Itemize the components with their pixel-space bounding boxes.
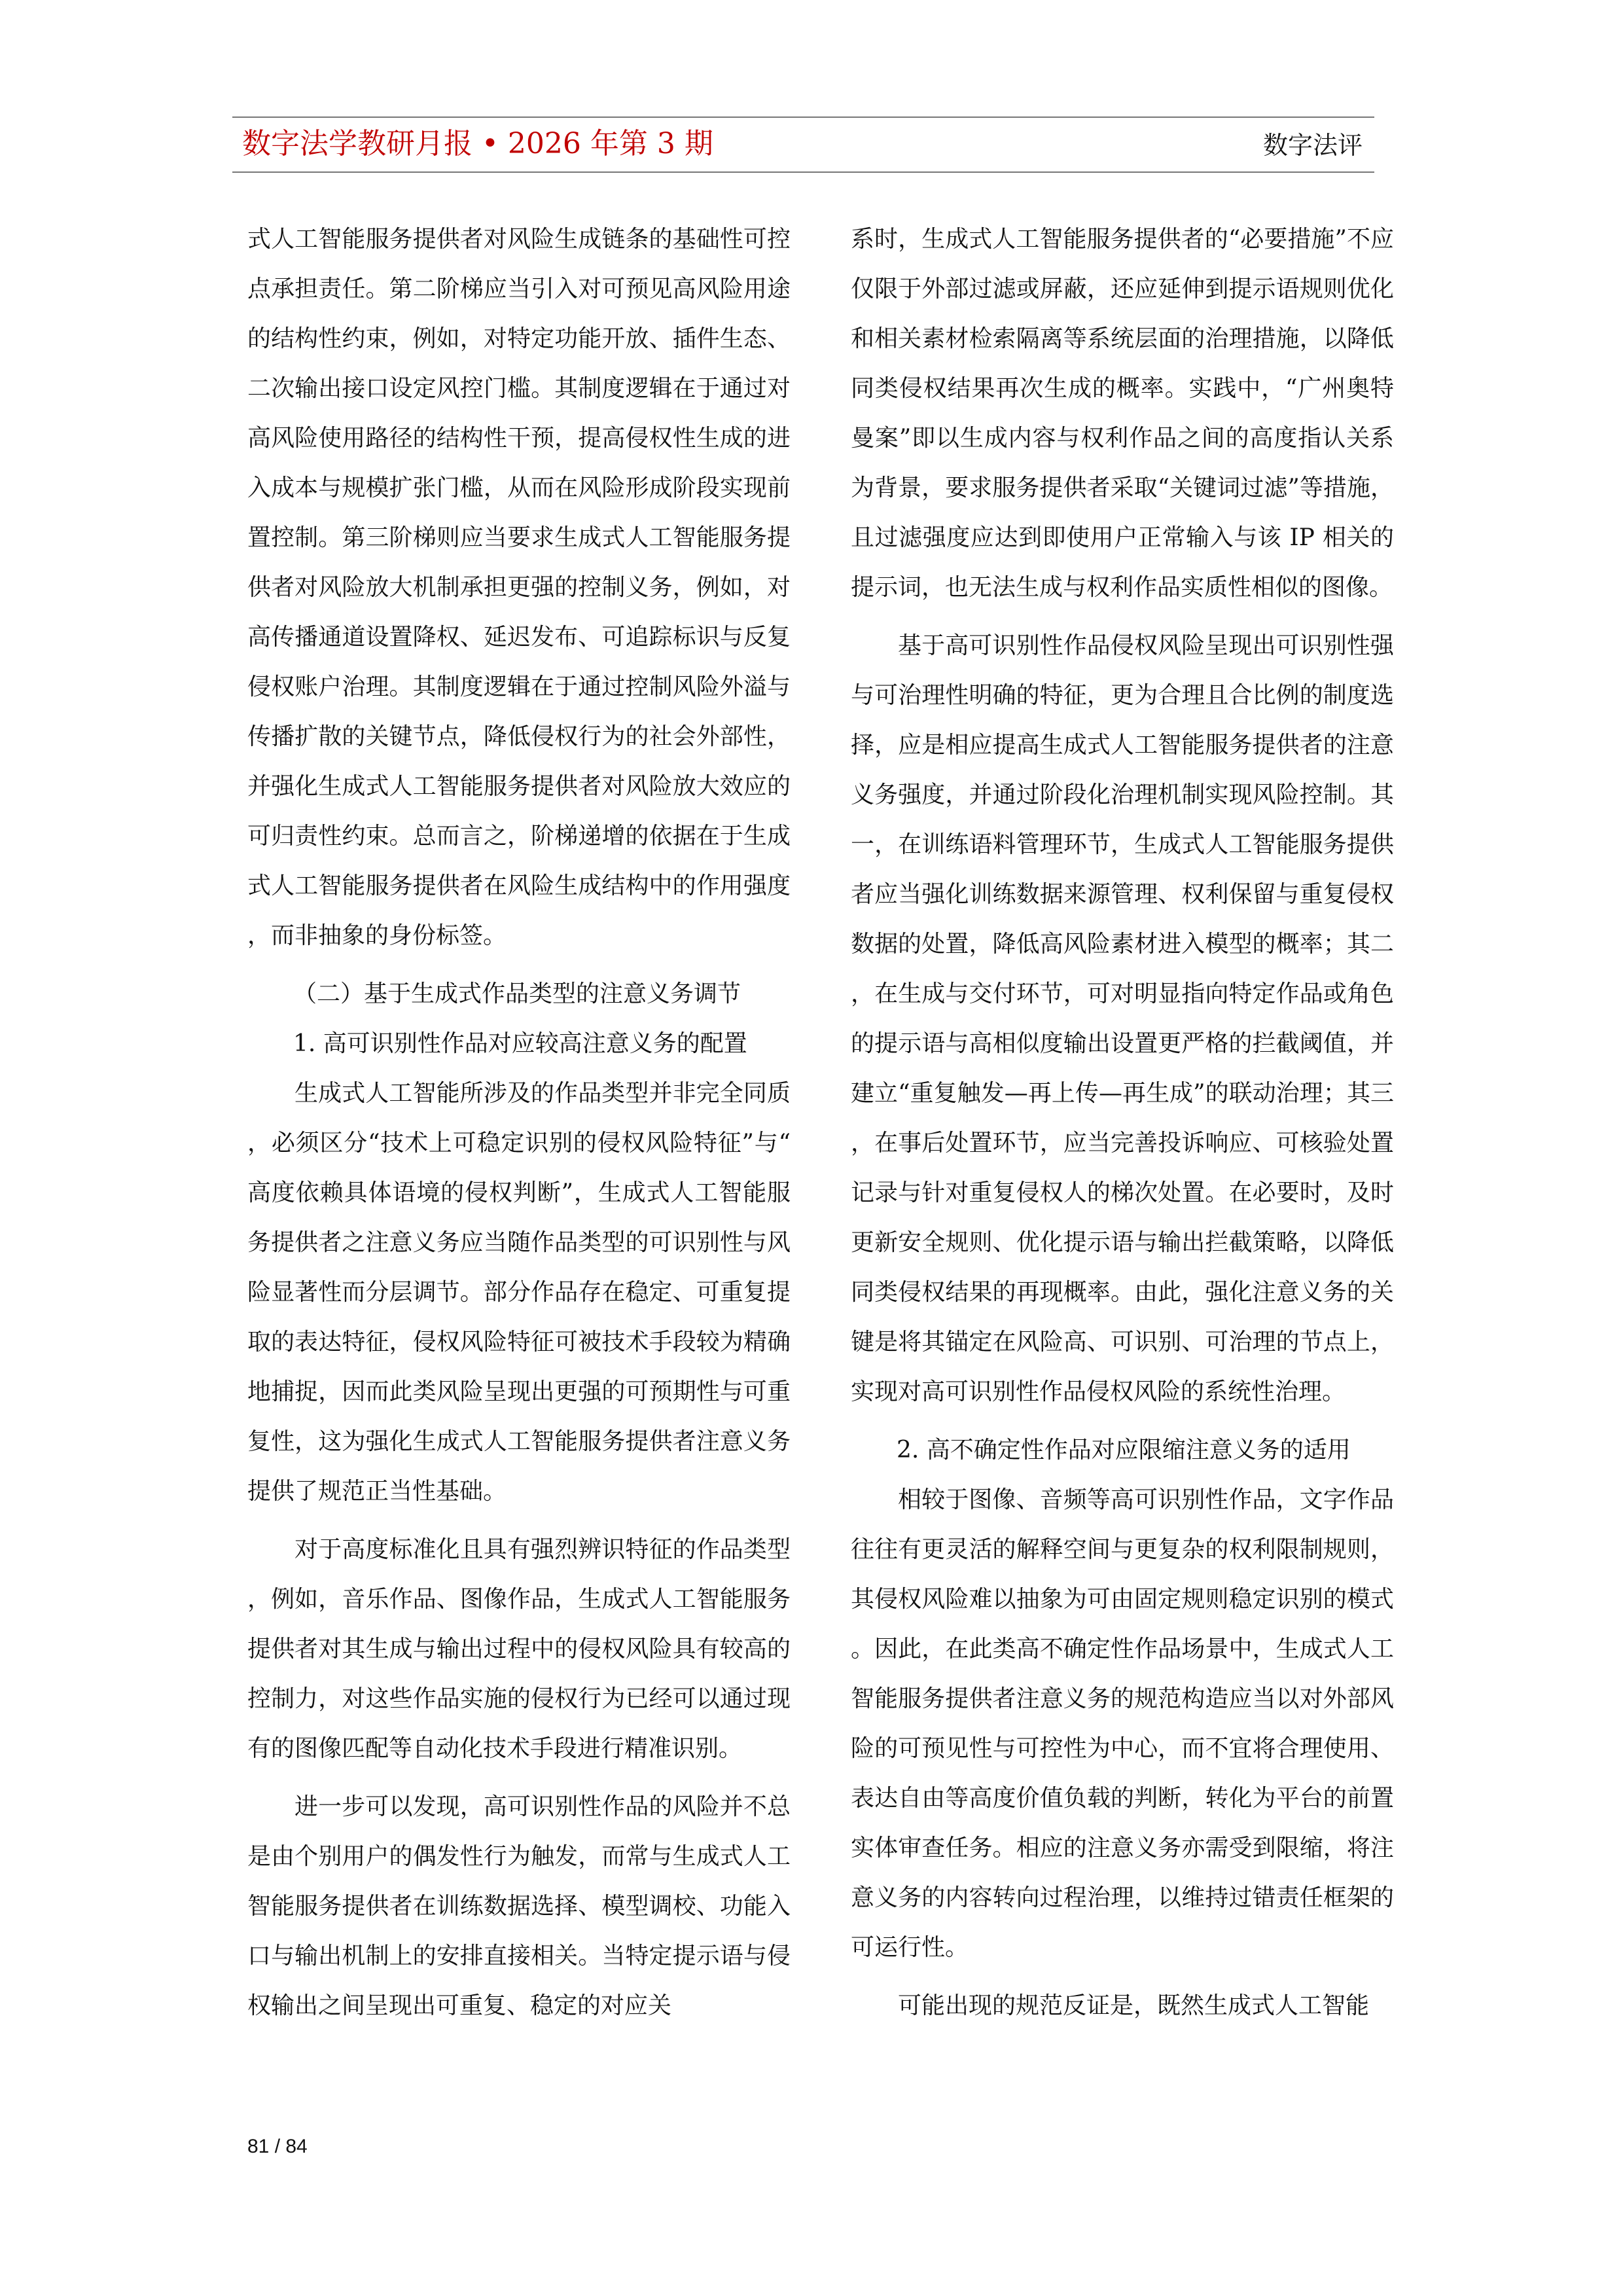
journal-title: 数字法学教研月报 • 2026 年第 3 期 [242, 127, 713, 160]
paragraph: 生成式人工智能所涉及的作品类型并非完全同质，必须区分“技术上可稳定识别的侵权风险特征”与“高度依赖具体语境的侵权判断”，生成式人工智能服务提供者之注意义务应当随作品类型的可识别性与风险显著性而分层调节。部分作品存在稳定、可重复提取的表达特征，侵权风险特征可被技术手段较为精确地捕捉，因而此类风险呈现出更强的可预期性与可重复性，这为强化生成式人工智能服务提供者注意义务提供了规范正当性基础。 [247, 1080, 791, 1505]
header-rule-bottom [232, 171, 1374, 173]
left-column [247, 215, 791, 2031]
section-heading: （二）基于生成式作品类型的注意义务调节 [293, 980, 741, 1007]
subsection-heading: 2. 高不确定性作品对应限缩注意义务的适用 [897, 1437, 1351, 1463]
paragraph: 基于高可识别性作品侵权风险呈现出可识别性强与可治理性明确的特征，更为合理且合比例的制度选择，应是相应提高生成式人工智能服务提供者的注意义务强度，并通过阶段化治理机制实现风险控制。其一，在训练语料管理环节，生成式人工智能服务提供者应当强化训练数据来源管理、权利保留与重复侵权数据的处置，降低高风险素材进入模型的概率；其二，在生成与交付环节，可对明显指向特定作品或角色的提示语与高相似度输出设置更严格的拦截阈值，并建立“重复触发—再上传—再生成”的联动治理；其三，在事后处置环节，应当完善投诉响应、可核验处置记录与针对重复侵权人的梯次处置。在必要时，及时更新安全规则、优化提示语与输出拦截策略，以降低同类侵权结果的再现概率。由此，强化注意义务的关键是将其锚定在风险高、可识别、可治理的节点上，实现对高可识别性作品侵权风险的系统性治理。 [851, 632, 1394, 1405]
right-column [851, 215, 1394, 2031]
section-label: 数字法评 [1262, 131, 1363, 160]
paragraph: 对于高度标准化且具有强烈辨识特征的作品类型，例如，音乐作品、图像作品，生成式人工智能服务提供者对其生成与输出过程中的侵权风险具有较高的控制力，对这些作品实施的侵权行为已经可以通过现有的图像匹配等自动化技术手段进行精准识别。 [247, 1536, 791, 1762]
subsection-heading: 1. 高可识别性作品对应较高注意义务的配置 [293, 1030, 747, 1057]
paragraph: 进一步可以发现，高可识别性作品的风险并不总是由个别用户的偶发性行为触发，而常与生成式人工智能服务提供者在训练数据选择、模型调校、功能入口与输出机制上的安排直接相关。当特定提示语与侵权输出之间呈现出可重复、稳定的对应关 [247, 1793, 791, 2019]
page-number: 81 / 84 [247, 2136, 308, 2157]
header-rule-top [232, 117, 1374, 118]
paragraph: 可能出现的规范反证是，既然生成式人工智能 [898, 1992, 1370, 2019]
paragraph: 系时，生成式人工智能服务提供者的“必要措施”不应仅限于外部过滤或屏蔽，还应延伸到提示语规则优化和相关素材检索隔离等系统层面的治理措施，以降低同类侵权结果再次生成的概率。实践中，“广州奥特曼案”即以生成内容与权利作品之间的高度指认关系为背景，要求服务提供者采取“关键词过滤”等措施，且过滤强度应达到即使用户正常输入与该 IP 相关的提示词，也无法生成与权利作品实质性相似的图像。 [851, 226, 1394, 601]
paragraph: 相较于图像、音频等高可识别性作品，文字作品往往有更灵活的解释空间与更复杂的权利限制规则，其侵权风险难以抽象为可由固定规则稳定识别的模式。因此，在此类高不确定性作品场景中，生成式人工智能服务提供者注意义务的规范构造应当以对外部风险的可预见性与可控性为中心，而不宜将合理使用、表达自由等高度价值负载的判断，转化为平台的前置实体审查任务。相应的注意义务亦需受到限缩，将注意义务的内容转向过程治理，以维持过错责任框架的可运行性。 [851, 1486, 1394, 1961]
paragraph: 式人工智能服务提供者对风险生成链条的基础性可控点承担责任。第二阶梯应当引入对可预见高风险用途的结构性约束，例如，对特定功能开放、插件生态、二次输出接口设定风控门槛。其制度逻辑在于通过对高风险使用路径的结构性干预，提高侵权性生成的进入成本与规模扩张门槛，从而在风险形成阶段实现前置控制。第三阶梯则应当要求生成式人工智能服务提供者对风险放大机制承担更强的控制义务，例如，对高传播通道设置降权、延迟发布、可追踪标识与反复侵权账户治理。其制度逻辑在于通过控制风险外溢与传播扩散的关键节点，降低侵权行为的社会外部性，并强化生成式人工智能服务提供者对风险放大效应的可归责性约束。总而言之，阶梯递增的依据在于生成式人工智能服务提供者在风险生成结构中的作用强度，而非抽象的身份标签。 [247, 226, 791, 949]
